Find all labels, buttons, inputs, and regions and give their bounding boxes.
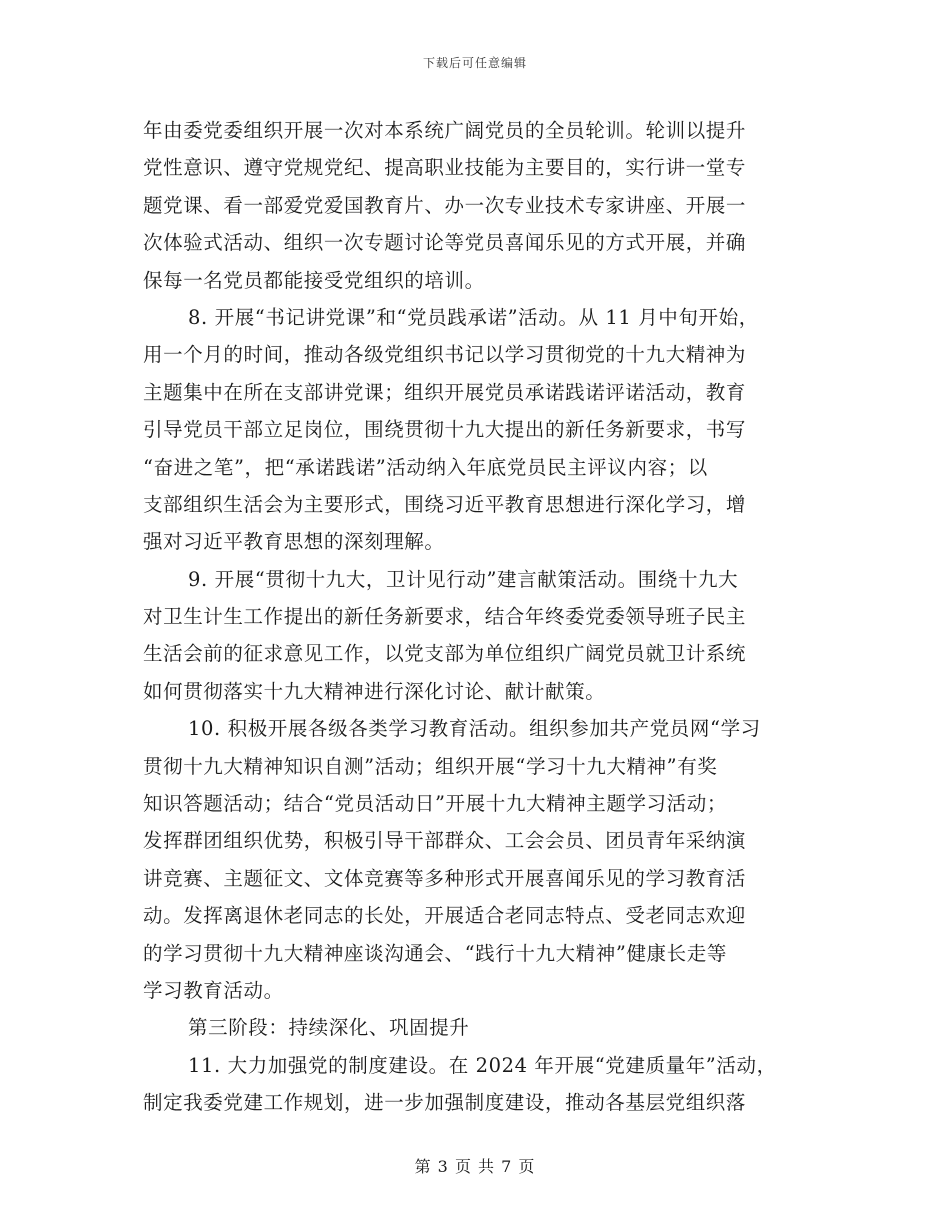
text-line: 动。发挥离退休老同志的长处，开展适合老同志特点、受老同志欢迎 — [143, 904, 747, 928]
text-line: 党性意识、遵守党规党纪、提高职业技能为主要目的，实行讲一堂专 — [143, 156, 747, 180]
text-line: 如何贯彻落实十九大精神进行深化讨论、献计献策。 — [143, 679, 606, 703]
text-line: 对卫生计生工作提出的新任务新要求，结合年终委党委领导班子民主 — [143, 605, 747, 629]
page-header: 下载后可任意编辑 — [422, 56, 527, 70]
paragraph — [143, 561, 823, 711]
text-line: 生活会前的征求意见工作，以党支部为单位组织广阔党员就卫计系统 — [143, 642, 747, 666]
text-line: 题党课、看一部爱党爱国教育片、办一次专业技术专家讲座、开展一 — [143, 193, 747, 217]
text-line: 讲竞赛、主题征文、文体竞赛等多种形式开展喜闻乐见的学习教育活 — [143, 866, 747, 890]
paragraph — [143, 299, 823, 561]
text-line: 知识答题活动；结合“党员活动日”开展十九大精神主题学习活动； — [143, 792, 727, 816]
paragraph — [143, 1047, 823, 1122]
text-line: 的学习贯彻十九大精神座谈沟通会、“践行十九大精神”健康长走等 — [143, 941, 727, 965]
text-line: 年由委党委组织开展一次对本系统广阔党员的全员轮训。轮训以提升 — [143, 119, 747, 142]
text-line: 制定我委党建工作规划，进一步加强制度建设，推动各基层党组织落 — [143, 1091, 747, 1115]
text-line: 8. 开展“书记讲党课”和“党员践承诺”活动。从 11 月中旬开始， — [188, 305, 759, 329]
text-line: 保每一名党员都能接受党组织的培训。 — [143, 268, 485, 292]
text-line: 第三阶段：持续深化、巩固提升 — [188, 1016, 470, 1040]
document-body — [143, 112, 823, 1122]
text-line: 11. 大力加强党的制度建设。在 2024 年开展“党建质量年”活动， — [188, 1053, 777, 1077]
text-line: 9. 开展“贯彻十九大，卫计见行动”建言献策活动。围绕十九大 — [188, 567, 739, 591]
paragraph — [143, 1009, 823, 1046]
text-line: 次体验式活动、组织一次专题讨论等党员喜闻乐见的方式开展，并确 — [143, 231, 747, 255]
page-number: 第 3 页 共 7 页 — [414, 1157, 536, 1176]
text-line: 主题集中在所在支部讲党课；组织开展党员承诺践诺评诺活动，教育 — [143, 380, 747, 404]
text-line: 引导党员干部立足岗位，围绕贯彻十九大提出的新任务新要求，书写 — [143, 418, 747, 442]
text-line: 学习教育活动。 — [143, 978, 284, 1002]
text-line: 发挥群团组织优势，积极引导干部群众、工会会员、团员青年采纳演 — [143, 829, 747, 853]
text-line: 贯彻十九大精神知识自测”活动；组织开展“学习十九大精神”有奖 — [143, 754, 718, 778]
text-line: 10. 积极开展各级各类学习教育活动。组织参加共产党员网“学习 — [188, 717, 761, 741]
text-line: “奋进之笔”，把“承诺践诺”活动纳入年底党员民主评议内容；以 — [143, 455, 708, 479]
text-line: 支部组织生活会为主要形式，围绕习近平教育思想进行深化学习，增 — [143, 492, 747, 516]
text-line: 用一个月的时间，推动各级党组织书记以学习贯彻党的十九大精神为 — [143, 343, 747, 367]
text-line: 强对习近平教育思想的深刻理解。 — [143, 530, 445, 554]
paragraph — [143, 112, 823, 299]
paragraph — [143, 710, 823, 1009]
